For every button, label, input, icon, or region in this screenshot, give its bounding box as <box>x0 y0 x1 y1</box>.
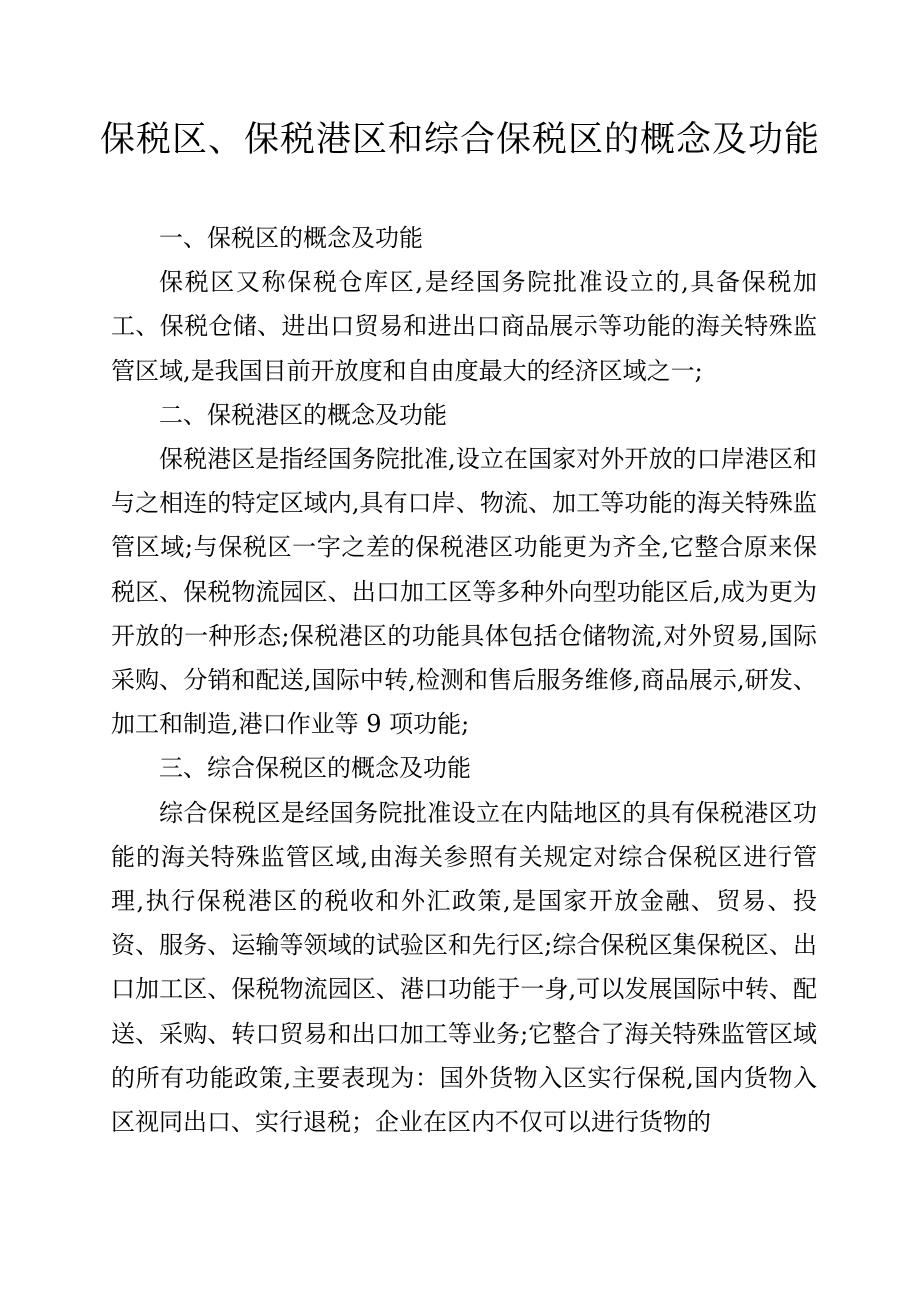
section-heading-1: 一、保税区的概念及功能 <box>159 224 423 252</box>
section-paragraph-2: 保税港区是指经国务院批准,设立在国家对外开放的口岸港区和与之相连的特定区域内,具有口岸、物流、加工等功能的海关特殊监管区域;与保税区一字之差的保税港区功能更为齐全,它整合原来保税区、保税物流园区、出口加工区等多种外向型功能区后,成为更为开放的一种形态;保税港区的功能具体包括仓储物流,对外贸易,国际采购、分销和配送,国际中转,检测和售后服务维修,商品展示,研发、加工和制造,港口作业等 9 项功能; <box>111 445 817 739</box>
section-heading-3: 三、综合保税区的概念及功能 <box>159 754 471 783</box>
document-title: 保税区、保税港区和综合保税区的概念及功能 <box>99 120 820 160</box>
section-paragraph-3: 综合保税区是经国务院批准设立在内陆地区的具有保税港区功能的海关特殊监管区域,由海关参照有关规定对综合保税区进行管理,执行保税港区的税收和外汇政策,是国家开放金融、贸易、投资、服务、运输等领域的试验区和先行区;综合保税区集保税区、出口加工区、保税物流园区、港口功能于一身,可以发展国际中转、配送、采购、转口贸易和出口加工等业务;它整合了海关特殊监管区域的所有功能政策,主要表现为：国外货物入区实行保税,国内货物入区视同出口、实行退税；企业在区内不仅可以进行货物的 <box>111 798 817 1137</box>
section-heading-2: 二、保税港区的概念及功能 <box>159 400 447 429</box>
section-paragraph-1: 保税区又称保税仓库区,是经国务院批准设立的,具备保税加工、保税仓储、进出口贸易和进出口商品展示等功能的海关特殊监管区域,是我国目前开放度和自由度最大的经济区域之一; <box>111 268 817 385</box>
document-body <box>111 216 817 1144</box>
